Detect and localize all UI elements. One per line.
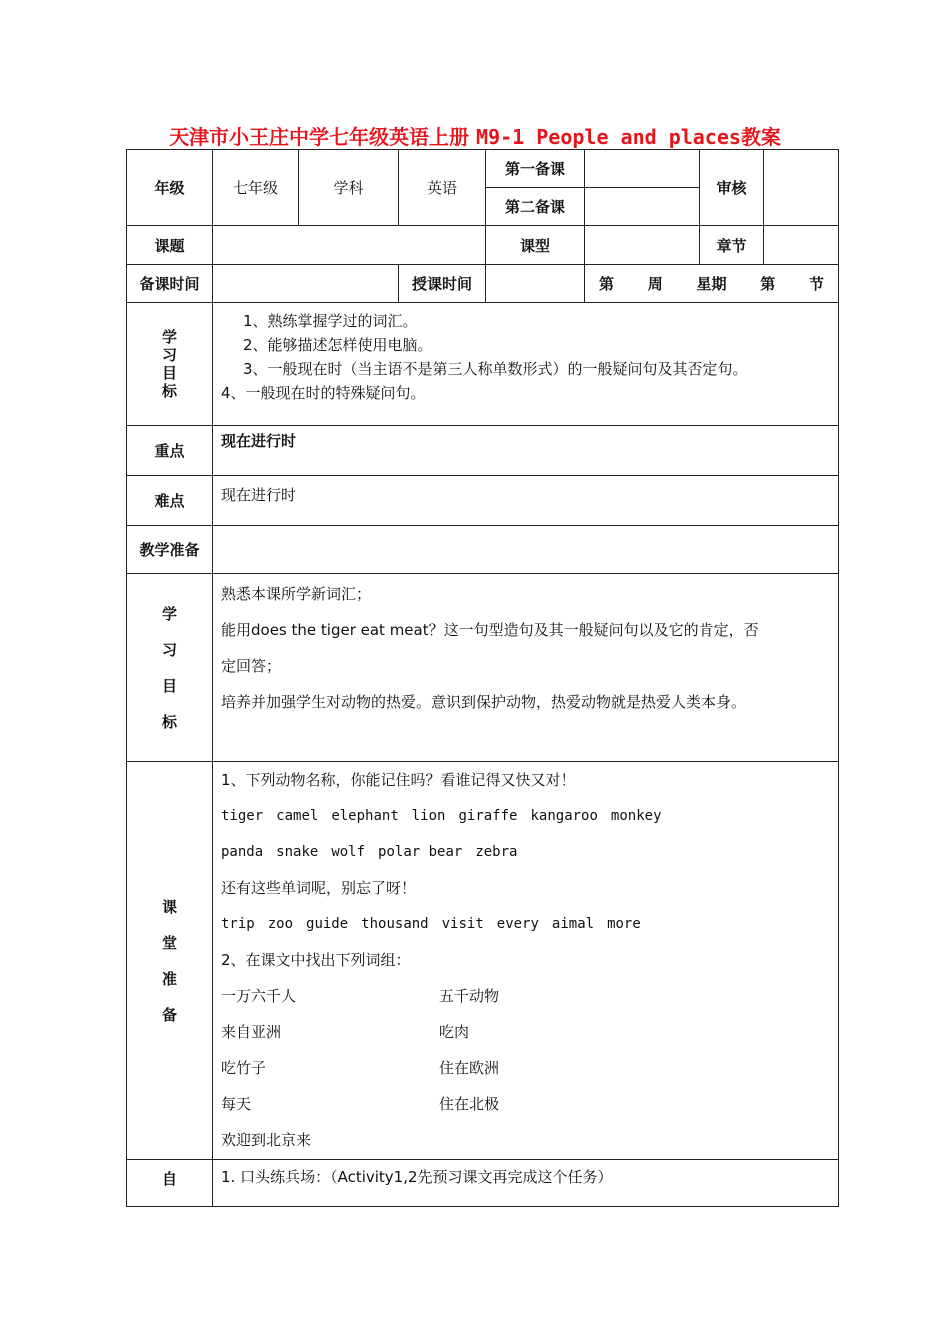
document-title [0,121,950,150]
teaching-prep-label: 教学准备 [127,526,213,574]
more-words-note: 还有这些单词呢，别忘了呀！ [221,879,417,897]
grade-label: 年级 [127,150,213,226]
objective-item: 2、能够描述怎样使用电脑。 [243,336,433,354]
learning-goal-line: 培养并加强学生对动物的热爱。意识到保护动物，热爱动物就是热爱人类本身。 [221,693,747,711]
phrase-row: 欢迎到北京来 [221,1131,312,1149]
schedule-cell [585,265,839,303]
animal-words-row-2: panda snake wolf polar bear zebra [221,844,518,860]
phrase-row: 每天 住在北极 [221,1095,500,1113]
objective-item: 3、一般现在时（当主语不是第三人称单数形式）的一般疑问句及其否定句。 [243,360,748,378]
learning-goal-line: 能用does the tiger eat meat？这一句型造句及其一般疑问句以及它的肯定，否 [221,621,759,639]
phrase-row: 一万六千人 五千动物 [221,987,500,1005]
prep-time-value [213,265,399,303]
learning-goal-line: 熟悉本课所学新词汇； [221,585,372,603]
class-prep-question: 1、下列动物名称，你能记住吗？看谁记得又快又对！ [221,771,576,789]
prep-time-label: 备课时间 [127,265,213,303]
animal-words-row-1: tiger camel elephant lion giraffe kangaroo monkey [221,808,662,824]
phrase-row: 来自亚洲 吃肉 [221,1023,470,1041]
schedule-period-prefix: 第 [760,275,776,293]
objectives-label: 学 习 目 标 [127,303,213,426]
topic-label: 课题 [127,226,213,265]
class-prep-question: 2、在课文中找出下列词组： [221,951,411,969]
difficulty-value: 现在进行时 [213,476,839,526]
grade-value: 七年级 [213,150,299,226]
difficulty-label: 难点 [127,476,213,526]
lesson-plan-table [126,149,839,1207]
learning-goals-content [213,574,839,762]
teach-time-label: 授课时间 [399,265,486,303]
key-point-label: 重点 [127,426,213,476]
schedule-week-prefix: 第 [599,275,615,293]
title-part1: 天津市小王庄中学七年级英语上册 [169,125,470,149]
subject-value: 英语 [399,150,486,226]
title-part2: M9-1 People and places [476,125,741,149]
objective-item: 4、一般现在时的特殊疑问句。 [221,384,426,402]
schedule-period-suffix: 节 [809,275,825,293]
self-study-label: 自 [127,1160,213,1207]
chapter-label: 章节 [700,226,764,265]
review-label: 审核 [700,150,764,226]
second-prep-label: 第二备课 [486,188,585,226]
first-prep-value [585,150,700,188]
review-value [764,150,839,226]
schedule-week-suffix: 周 [647,275,663,293]
learning-goal-line: 定回答； [221,657,282,675]
subject-label: 学科 [299,150,399,226]
class-prep-label: 课 堂 准 备 [127,762,213,1160]
lesson-type-label: 课型 [486,226,585,265]
first-prep-label: 第一备课 [486,150,585,188]
title-part3: 教案 [740,125,781,149]
schedule-weekday: 星期 [696,275,727,293]
topic-value [213,226,486,265]
objective-item: 1、熟练掌握学过的词汇。 [243,312,418,330]
extra-words-row: trip zoo guide thousand visit every aimal more [221,916,641,932]
lesson-type-value [585,226,700,265]
learning-goals-label: 学 习 目 标 [127,574,213,762]
teach-time-value [486,265,585,303]
teaching-prep-value [213,526,839,574]
second-prep-value [585,188,700,226]
objectives-content [213,303,839,426]
phrase-row: 吃竹子 住在欧洲 [221,1059,500,1077]
key-point-value: 现在进行时 [213,426,839,476]
chapter-value [764,226,839,265]
class-prep-content [213,762,839,1160]
self-study-line: 1. 口头练兵场：（Activity1,2先预习课文再完成这个任务） [213,1160,839,1207]
